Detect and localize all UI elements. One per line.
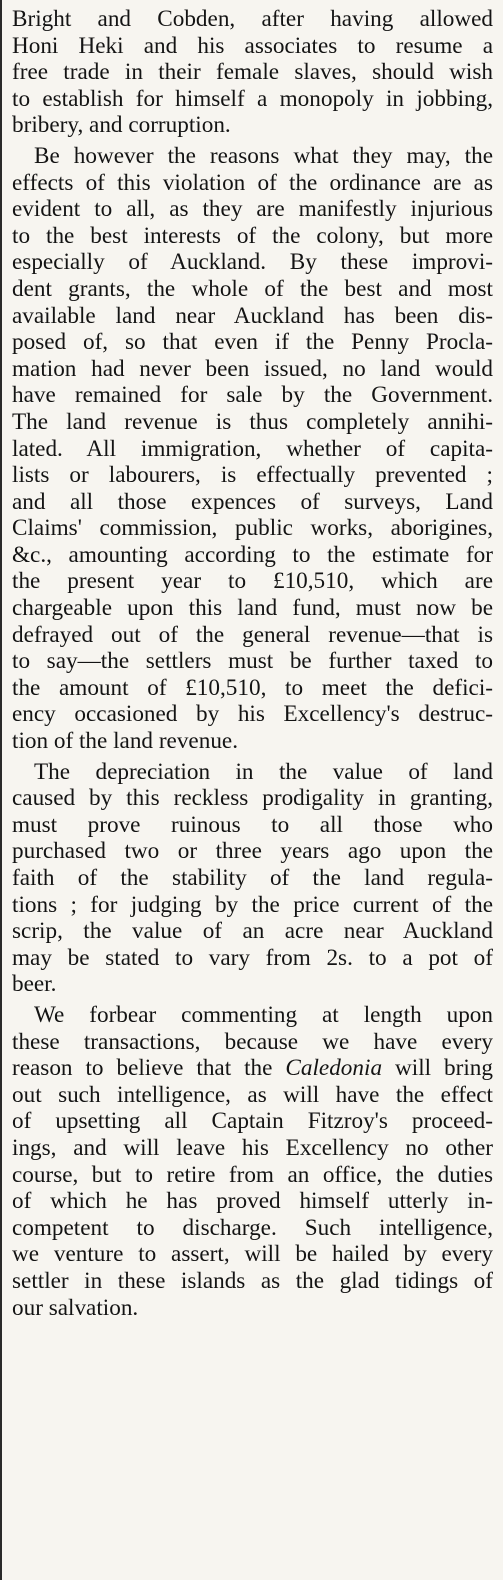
paragraph-2 xyxy=(12,143,493,755)
text-line: available land near Auckland has been dis- xyxy=(12,302,493,329)
text-line: to the best interests of the colony, but more xyxy=(12,222,493,249)
text-line: these transactions, because we have every xyxy=(12,1028,493,1055)
text-line: Bright and Cobden, after having allowed xyxy=(12,6,493,32)
text-line: tions ; for judging by the price current of the xyxy=(12,891,493,918)
text-line: competent to discharge. Such intelligence, xyxy=(12,1214,493,1241)
text-line: ings, and will leave his Excellency no other xyxy=(12,1134,493,1161)
text-line: tion of the land revenue. xyxy=(12,728,238,755)
text-segment: will bring xyxy=(382,1055,493,1082)
text-line: have remained for sale by the Government. xyxy=(12,382,493,409)
text-line: chargeable upon this land fund, must now be xyxy=(12,595,493,622)
paragraph-4 xyxy=(12,1002,493,1321)
text-line: The land revenue is thus completely annihi- xyxy=(12,408,493,435)
text-line: lists or labourers, is effectually prevented ; xyxy=(12,462,493,489)
text-line: We forbear commenting at length upon xyxy=(34,1001,493,1028)
text-line: settler in these islands as the glad tidings of xyxy=(12,1267,493,1294)
text-line: out such intelligence, as will have the effect xyxy=(12,1081,493,1108)
text-line: course, but to retire from an office, the duties xyxy=(12,1161,493,1188)
text-line: may be stated to vary from 2s. to a pot of xyxy=(12,944,493,971)
text-line: must prove ruinous to all those who xyxy=(12,811,493,838)
text-line: ency occasioned by his Excellency's destruc- xyxy=(12,701,493,728)
text-line: effects of this violation of the ordinance are as xyxy=(12,169,493,196)
text-line: Claims' commission, public works, aborigines, xyxy=(12,515,493,542)
text-line: our salvation. xyxy=(12,1294,139,1321)
text-line: Honi Heki and his associates to resume a xyxy=(12,32,493,59)
text-line: we venture to assert, will be hailed by every xyxy=(12,1241,493,1268)
text-line: and all those expences of surveys, Land xyxy=(12,488,493,515)
text-line: the amount of £10,510, to meet the defici- xyxy=(12,674,493,701)
text-line: beer. xyxy=(12,971,57,998)
text-line: posed of, so that even if the Penny Procla- xyxy=(12,329,493,356)
text-line: bribery, and corruption. xyxy=(12,112,231,139)
text-line: especially of Auckland. By these improvi- xyxy=(12,249,493,276)
paragraph-3 xyxy=(12,759,493,998)
paragraph-1 xyxy=(12,6,493,139)
text-line: to say—the settlers must be further taxed to xyxy=(12,648,493,675)
text-line: purchased two or three years ago upon the xyxy=(12,838,493,865)
text-line: defrayed out of the general revenue—that is xyxy=(12,621,493,648)
text-segment: reason to believe that the xyxy=(12,1055,286,1082)
text-line: mation had never been issued, no land would xyxy=(12,355,493,382)
text-line: scrip, the value of an acre near Auckland xyxy=(12,918,493,945)
text-line-with-italic xyxy=(12,1055,493,1082)
text-line: to establish for himself a monopoly in jobbing, xyxy=(12,85,493,112)
text-line: free trade in their female slaves, should wish xyxy=(12,59,493,86)
text-line: of upsetting all Captain Fitzroy's proceed- xyxy=(12,1108,493,1135)
text-line: the present year to £10,510, which are xyxy=(12,568,493,595)
text-line: caused by this reckless prodigality in granting, xyxy=(12,785,493,812)
text-line: &c., amounting according to the estimate for xyxy=(12,541,493,568)
text-line: of which he has proved himself utterly in- xyxy=(12,1188,493,1215)
text-line: faith of the stability of the land regula- xyxy=(12,865,493,891)
ship-name-italic: Caledonia xyxy=(285,1055,383,1082)
text-line: dent grants, the whole of the best and most xyxy=(12,275,493,302)
text-line: evident to all, as they are manifestly injurious xyxy=(12,196,493,223)
text-line: lated. All immigration, whether of capita- xyxy=(12,435,493,462)
text-line: The depreciation in the value of land xyxy=(34,758,493,785)
text-line: Be however the reasons what they may, the xyxy=(34,142,493,169)
